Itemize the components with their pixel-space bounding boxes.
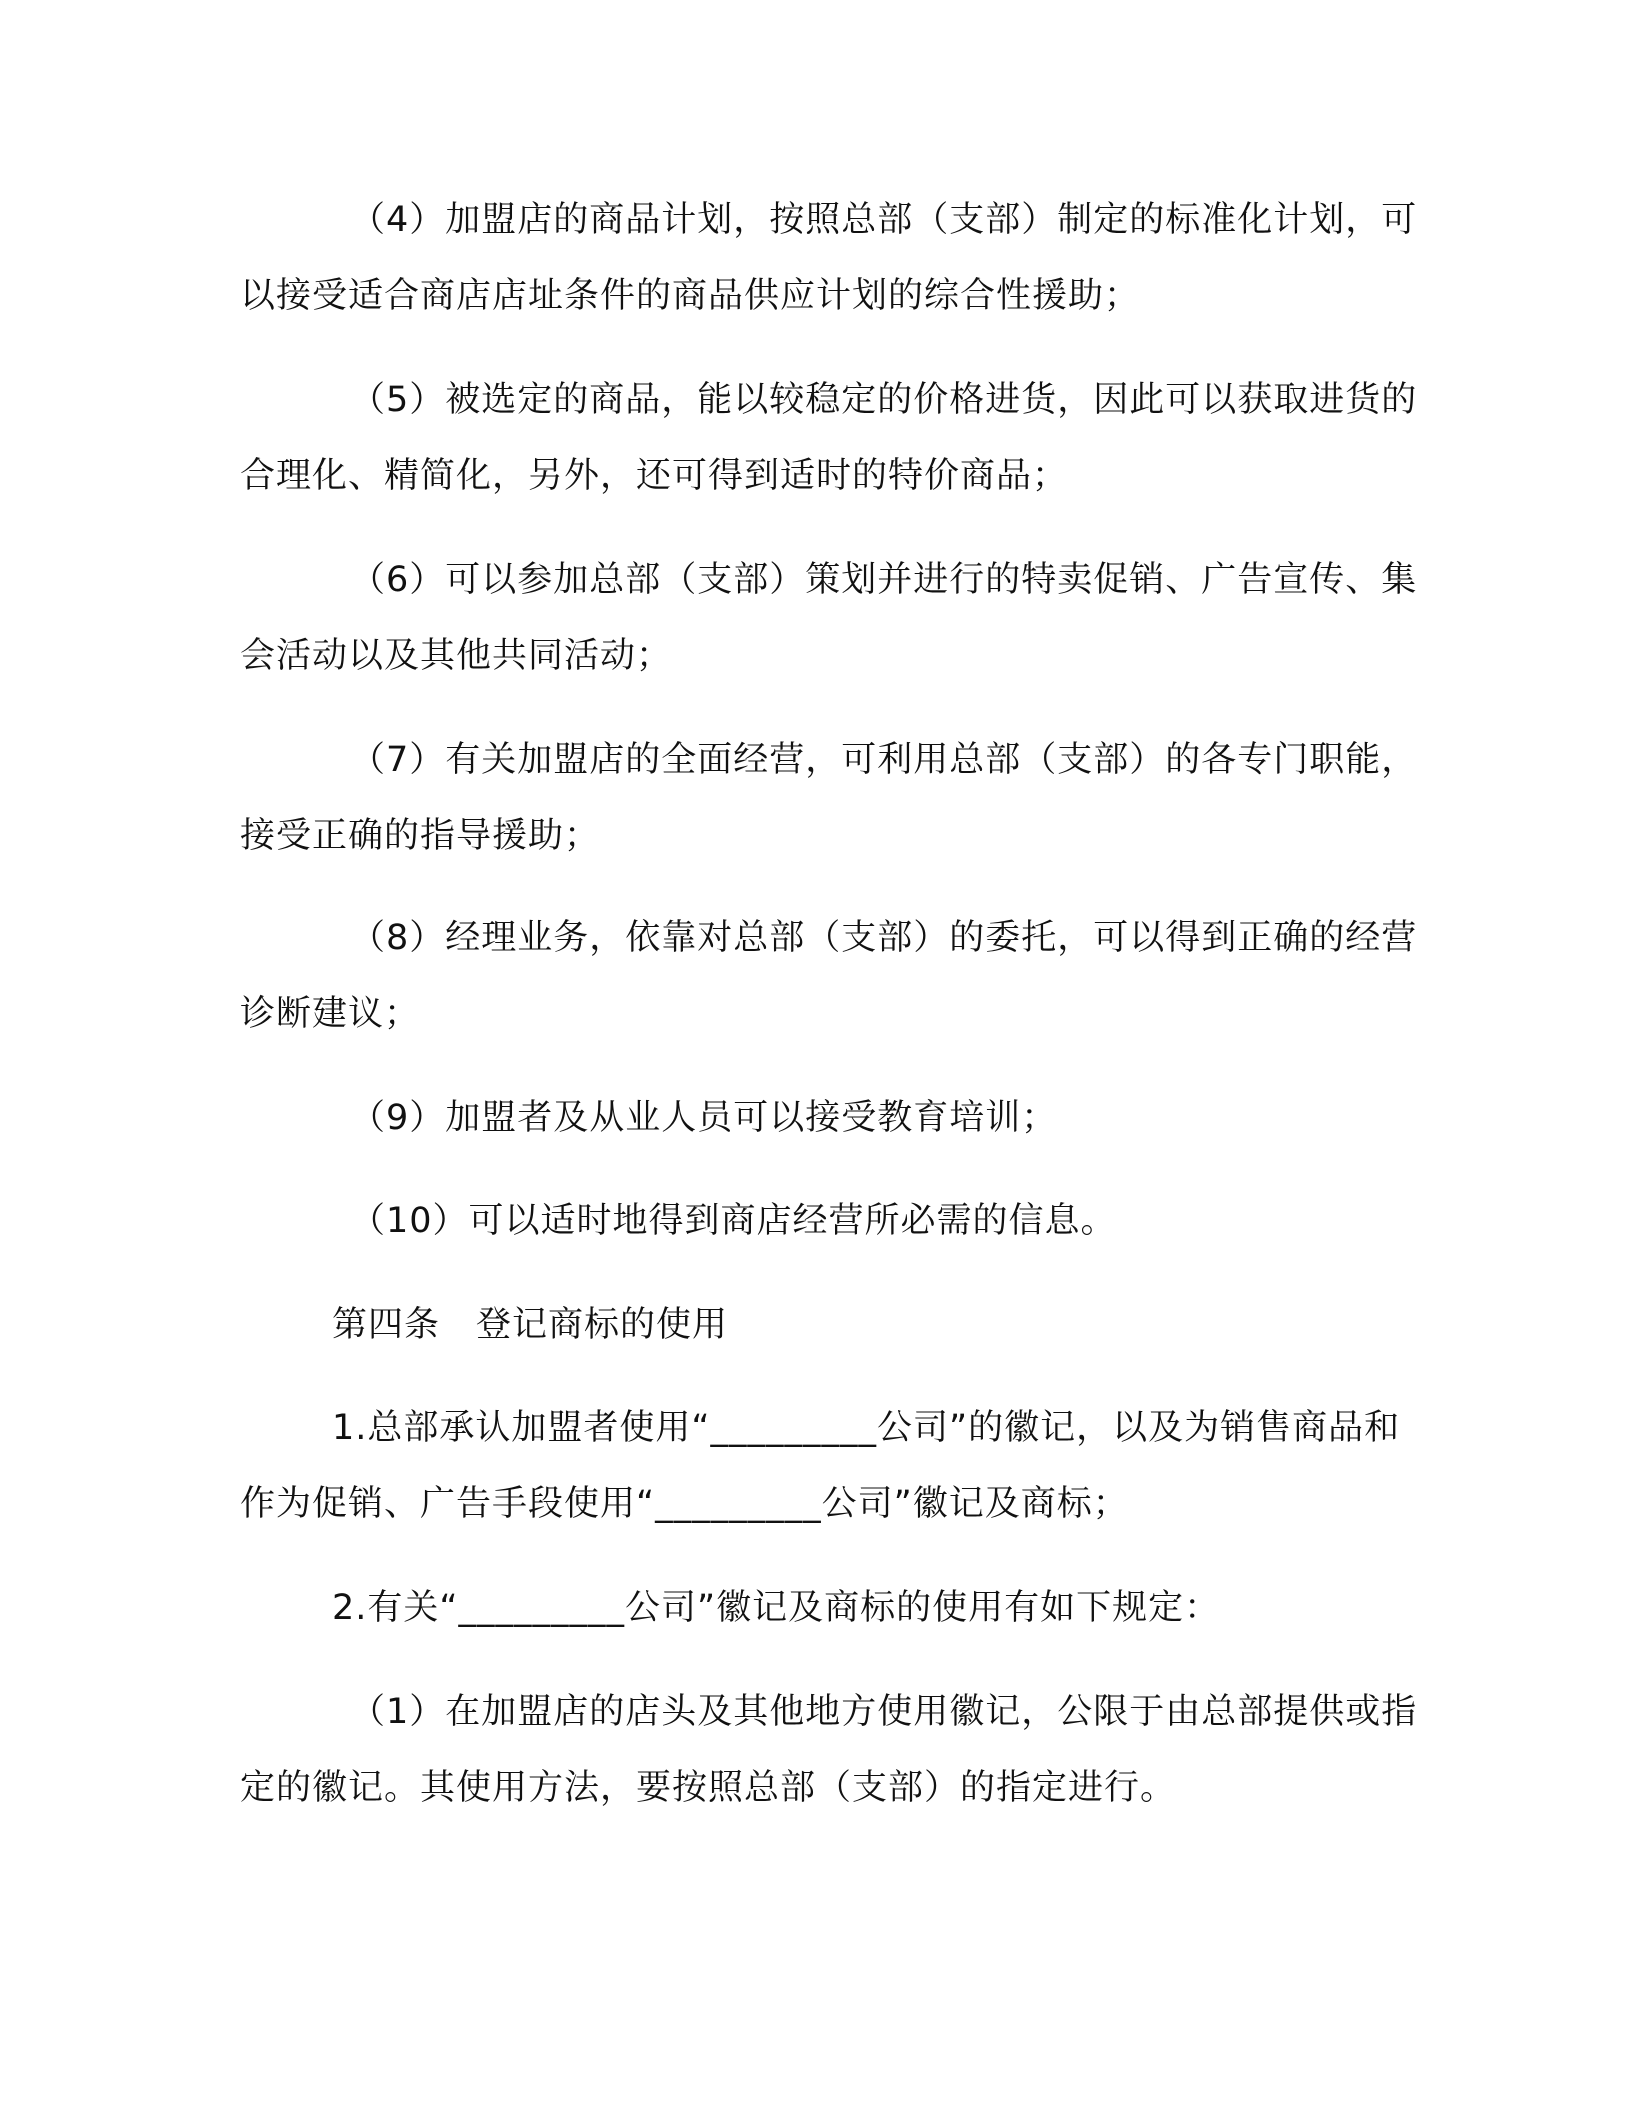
paragraph-text: （10）可以适时地得到商店经营所必需的信息。 (350, 1201, 1117, 1241)
paragraph-item-10 (240, 1183, 1420, 1259)
clause-text: 1.总部承认加盟者使用“_________公司”的徽记，以及为销售商品和作为促销、广告手段使用“_________公司”徽记及商标； (240, 1408, 1401, 1524)
paragraph-text: （4）加盟店的商品计划，按照总部（支部）制定的标准化计划，可以接受适合商店店址条件的商品供应计划的综合性援助； (240, 200, 1418, 316)
paragraph-item-5 (240, 362, 1420, 514)
paragraph-text: （9）加盟者及从业人员可以接受教育培训； (350, 1098, 1058, 1138)
clause-2-item-1 (240, 1674, 1420, 1826)
clause-2 (240, 1570, 1420, 1646)
paragraph-text: （7）有关加盟店的全面经营，可利用总部（支部）的各专门职能，接受正确的指导援助； (240, 740, 1418, 856)
paragraph-text: （5）被选定的商品，能以较稳定的价格进货，因此可以获取进货的合理化、精简化，另外，还可得到适时的特价商品； (240, 380, 1418, 496)
paragraph-text: （6）可以参加总部（支部）策划并进行的特卖促销、广告宣传、集会活动以及其他共同活动； (240, 560, 1418, 676)
paragraph-item-9 (240, 1080, 1420, 1156)
clause-text: （1）在加盟店的店头及其他地方使用徽记，公限于由总部提供或指定的徽记。其使用方法，要按照总部（支部）的指定进行。 (240, 1692, 1418, 1808)
clause-1 (240, 1390, 1420, 1542)
paragraph-item-7 (240, 722, 1420, 874)
paragraph-item-6 (240, 542, 1420, 694)
paragraph-item-4 (240, 182, 1420, 334)
paragraph-text: （8）经理业务，依靠对总部（支部）的委托，可以得到正确的经营诊断建议； (240, 918, 1418, 1034)
paragraph-item-8 (240, 900, 1420, 1052)
clause-text: 2.有关“_________公司”徽记及商标的使用有如下规定： (332, 1588, 1221, 1628)
article-heading (240, 1287, 1420, 1363)
article-title: 第四条 登记商标的使用 (332, 1305, 729, 1345)
